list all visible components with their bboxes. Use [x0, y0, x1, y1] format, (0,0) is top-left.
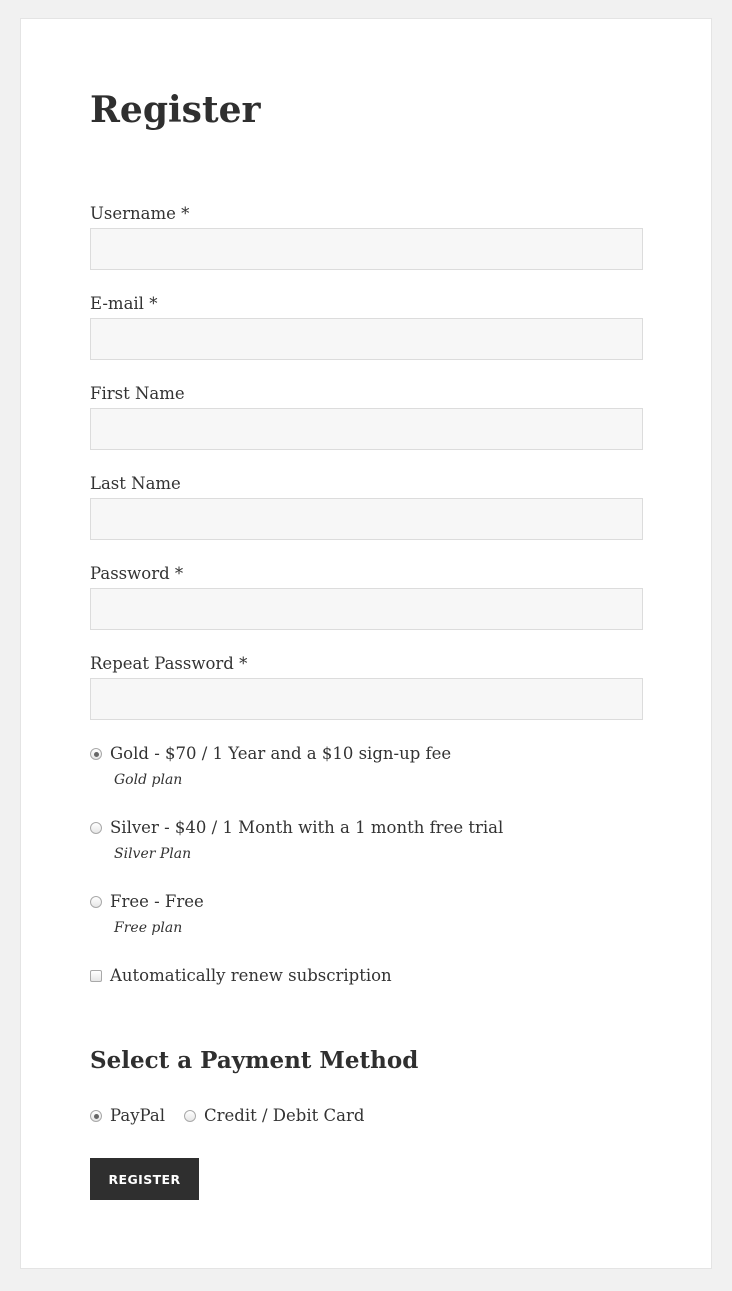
repeat-password-label: Repeat Password * — [90, 654, 248, 673]
password-input[interactable] — [90, 588, 643, 630]
auto-renew-checkbox[interactable] — [90, 970, 102, 982]
plan-gold-radio[interactable] — [90, 748, 102, 760]
email-label: E-mail * — [90, 294, 158, 313]
first-name-input[interactable] — [90, 408, 643, 450]
plan-silver-description: Silver Plan — [114, 846, 192, 862]
payment-paypal-radio[interactable] — [90, 1110, 102, 1122]
last-name-input[interactable] — [90, 498, 643, 540]
auto-renew-label[interactable]: Automatically renew subscription — [110, 966, 392, 985]
page-title: Register — [90, 89, 261, 131]
username-input[interactable] — [90, 228, 643, 270]
register-button[interactable]: REGISTER — [90, 1158, 199, 1200]
payment-method-heading: Select a Payment Method — [90, 1047, 419, 1074]
username-label: Username * — [90, 204, 190, 223]
plan-silver-label[interactable]: Silver - $40 / 1 Month with a 1 month free trial — [110, 818, 504, 837]
plan-free-radio[interactable] — [90, 896, 102, 908]
payment-paypal-label[interactable]: PayPal — [110, 1106, 165, 1125]
plan-gold-description: Gold plan — [114, 772, 183, 788]
password-label: Password * — [90, 564, 184, 583]
repeat-password-input[interactable] — [90, 678, 643, 720]
payment-card-radio[interactable] — [184, 1110, 196, 1122]
last-name-label: Last Name — [90, 474, 181, 493]
plan-free-description: Free plan — [114, 920, 183, 936]
payment-card-label[interactable]: Credit / Debit Card — [204, 1106, 365, 1125]
email-input[interactable] — [90, 318, 643, 360]
plan-gold-label[interactable]: Gold - $70 / 1 Year and a $10 sign-up fee — [110, 744, 452, 763]
plan-free-label[interactable]: Free - Free — [110, 892, 204, 911]
plan-silver-radio[interactable] — [90, 822, 102, 834]
register-card — [20, 18, 712, 1269]
first-name-label: First Name — [90, 384, 185, 403]
